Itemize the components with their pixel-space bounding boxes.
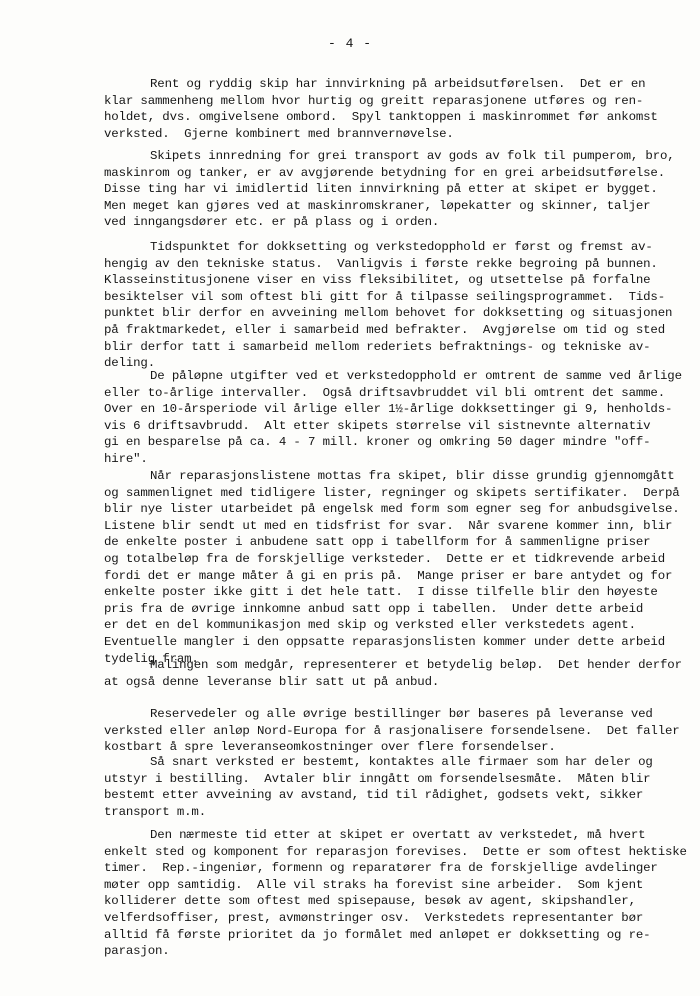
- text-line: hire".: [104, 451, 148, 466]
- text-line: besiktelser vil som oftest bli gitt for å tilpasse seilingsprogrammet. Tids-: [104, 289, 665, 304]
- text-line: møter opp samtidig. Alle vil straks ha forevist sine arbeider. Som kjent: [104, 877, 644, 892]
- text-line: de enkelte poster i anbudene satt opp i tabellform for å sammenligne priser: [104, 535, 651, 550]
- text-line: punktet blir derfor en avveining mellom behovet for dokksetting og situasjonen: [104, 306, 673, 321]
- page-number: - 4 -: [327, 36, 372, 51]
- text-line: enkelt sted og komponent for reparasjon forevises. Dette er som oftest hektiske: [104, 844, 687, 859]
- text-line: Malingen som medgår, representerer et betydelig beløp. Det hender derfor: [150, 658, 682, 672]
- text-line: verksted. Gjerne kombinert med brannvernøvelse.: [104, 126, 454, 141]
- text-line: bestemt etter avveining av avstand, tid til rådighet, godsets vekt, sikker: [104, 788, 644, 803]
- text-line: Skipets innredning for grei transport av gods av folk til pumperom, bro,: [150, 149, 675, 163]
- text-line: De påløpne utgifter ved et verkstedopphold er omtrent de samme ved årlige: [150, 369, 682, 383]
- paragraph: [104, 368, 682, 468]
- text-line: enkelte poster ikke gitt i det hele tatt. I disse tilfelle blir den høyeste: [104, 585, 658, 600]
- text-line: eller to-årlige intervaller. Også driftsavbruddet vil bli omtrent det samme.: [104, 385, 665, 400]
- text-line: holdet, dvs. omgivelsene ombord. Spyl tanktoppen i maskinrommet før ankomst: [104, 110, 658, 125]
- paragraph: [104, 754, 664, 820]
- paragraph: [104, 468, 680, 667]
- text-line: klar sammenheng mellom hvor hurtig og greitt reparasjonene utføres og ren-: [104, 93, 644, 108]
- text-line: kostbart å spre leveranseomkostninger over flere forsendelser.: [104, 740, 556, 755]
- text-line: kolliderer dette som oftest med spisepause, besøk av agent, skipshandler,: [104, 894, 636, 909]
- text-line: Men meget kan gjøres ved at maskinromskraner, løpekatter og skinner, taljer: [104, 198, 651, 213]
- text-line: deling.: [104, 356, 155, 371]
- text-line: Når reparasjonslistene mottas fra skipet, blir disse grundig gjennomgått: [150, 469, 675, 483]
- text-line: blir derfor tatt i samarbeid mellom rederiets befraktnings- og tekniske av-: [104, 339, 651, 354]
- text-line: Den nærmeste tid etter at skipet er overtatt av verkstedet, må hvert: [150, 828, 646, 842]
- text-line: alltid få første prioritet da jo formålet med anløpet er dokksetting og re-: [104, 927, 651, 942]
- paragraph: [104, 657, 682, 690]
- text-line: Disse ting har vi imidlertid liten innvirkning på etter at skipet er bygget.: [104, 182, 658, 197]
- text-line: er det en del kommunikasjon med skip og verksted eller verkstedets agent.: [104, 618, 636, 633]
- text-line: på fraktmarkedet, eller i samarbeid med befrakter. Avgjørelse om tid og sted: [104, 322, 665, 337]
- text-line: hengig av den tekniske status. Vanligvis i første rekke begroing på bunnen.: [104, 256, 658, 271]
- text-line: Tidspunktet for dokksetting og verkstedopphold er først og fremst av-: [150, 240, 653, 254]
- text-line: Så snart verksted er bestemt, kontaktes alle firmaer som har deler og: [150, 755, 653, 769]
- text-line: at også denne leveranse blir satt ut på anbud.: [104, 674, 440, 689]
- text-line: pris fra de øvrige innkomne anbud satt opp i tabellen. Under dette arbeid: [104, 601, 644, 616]
- text-line: maskinrom og tanker, er av avgjørende betydning for en grei arbeidsutførelse.: [104, 165, 665, 180]
- paragraph: [104, 827, 687, 960]
- text-line: timer. Rep.-ingeniør, formenn og reparatører fra de forskjellige avdelinger: [104, 861, 658, 876]
- text-line: Rent og ryddig skip har innvirkning på arbeidsutførelsen. Det er en: [150, 77, 646, 91]
- text-line: gi en besparelse på ca. 4 - 7 mill. kroner og omkring 50 dager mindre "off-: [104, 435, 651, 450]
- text-line: Over en 10-årsperiode vil årlige eller 1½-årlige dokksettinger gi 9, henholds-: [104, 402, 673, 417]
- text-line: velferdsoffiser, prest, avmønstringer osv. Verkstedets representanter bør: [104, 910, 644, 925]
- text-line: Reservedeler og alle øvrige bestillinger bør baseres på leveranse ved: [150, 707, 653, 721]
- text-line: og sammenlignet med tidligere lister, regninger og skipets sertifikater. Derpå: [104, 485, 680, 500]
- text-line: tydelig fram.: [104, 651, 199, 666]
- text-line: transport m.m.: [104, 804, 206, 819]
- paragraph: [104, 148, 675, 231]
- text-line: verksted eller anløp Nord-Europa for å rasjonalisere forsendelsene. Det faller: [104, 723, 680, 738]
- text-line: og totalbeløp fra de forskjellige verksteder. Dette er et tidkrevende arbeid: [104, 551, 665, 566]
- text-line: utstyr i bestilling. Avtaler blir inngått om forsendelsesmåte. Måten blir: [104, 771, 651, 786]
- paragraph: [104, 239, 673, 372]
- text-line: parasjon.: [104, 944, 170, 959]
- text-line: ved inngangsdører etc. er på plass og i orden.: [104, 215, 440, 230]
- text-line: Listene blir sendt ut med en tidsfrist for svar. Når svarene kommer inn, blir: [104, 518, 673, 533]
- paragraph: [104, 76, 664, 142]
- text-line: blir nye lister utarbeidet på engelsk med form som egner seg for anbudsgivelse.: [104, 502, 680, 517]
- paragraph: [104, 706, 680, 756]
- text-line: Eventuelle mangler i den oppsatte reparasjonslisten kommer under dette arbeid: [104, 634, 665, 649]
- text-line: Klasseinstitusjonene viser en viss fleksibilitet, og utsettelse på forfalne: [104, 273, 651, 288]
- text-line: vis 6 driftsavbrudd. Alt etter skipets størrelse vil sistnevnte alternativ: [104, 418, 651, 433]
- text-line: fordi det er mange måter å gi en pris på. Mange priser er bare antydet og for: [104, 568, 673, 583]
